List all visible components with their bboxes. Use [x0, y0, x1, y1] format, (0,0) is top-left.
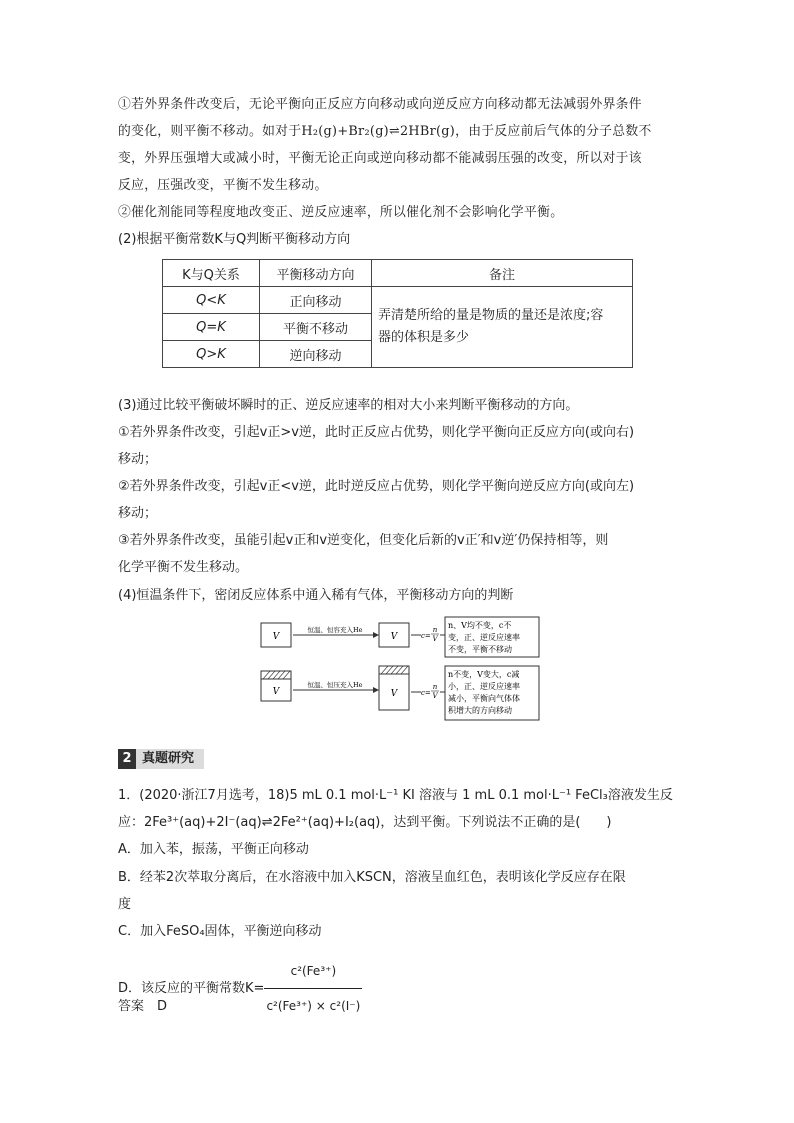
- question-stem-line2: 应：2Fe³⁺(aq)+2I⁻(aq)⇌2Fe²⁺(aq)+I₂(aq)，达到平衡。下列说法不正确的是( ): [118, 815, 612, 830]
- section-number: 2: [118, 749, 136, 769]
- section-header: [118, 749, 204, 769]
- heading-4: (4)恒温条件下，密闭反应体系中通入稀有气体，平衡移动方向的判断: [118, 588, 514, 603]
- table-cell: Q>K: [163, 341, 260, 368]
- table-cell: Q=K: [163, 314, 260, 341]
- item3-line2: 化学平衡不发生移动。: [118, 560, 249, 575]
- result2-line: n不变，V变大，c减: [448, 670, 520, 679]
- para1-line4: 反应，压强改变，平衡不发生移动。: [118, 178, 328, 193]
- formula-c: c=: [421, 632, 431, 640]
- formula-n: n: [432, 683, 438, 691]
- table-cell: Q<K: [163, 287, 260, 314]
- heading-2: (2)根据平衡常数K与Q判断平衡移动方向: [118, 232, 351, 247]
- item2-line1: ②若外界条件改变，引起v正<v逆，此时逆反应占优势，则化学平衡向逆反应方向(或向左): [118, 479, 635, 494]
- note-line2: 器的体积是多少: [378, 330, 470, 345]
- question-stem-line1: 1．(2020·浙江7月选考，18)5 mL 0.1 mol·L⁻¹ KI 溶液与 1 mL 0.1 mol·L⁻¹ FeCl₃溶液发生反: [118, 788, 673, 803]
- option-c: C．加入FeSO₄固体，平衡逆向移动: [118, 924, 322, 939]
- item3-line1: ③若外界条件改变，虽能引起v正和v逆变化，但变化后新的v正′和v逆′仍保持相等，则: [118, 533, 609, 548]
- option-b-line2: 度: [118, 897, 132, 912]
- para1-line2: 的变化，则平衡不移动。如对于H₂(g)+Br₂(g)⇌2HBr(g)，由于反应前后气体的分子总数不: [118, 124, 652, 139]
- formula-c: c=: [421, 689, 431, 697]
- kq-table: [162, 259, 633, 368]
- formula-v: V: [432, 692, 438, 700]
- table-row: [163, 287, 633, 314]
- result2-line: 小，正、逆反应速率: [448, 682, 520, 691]
- para1-line1: ①若外界条件改变后，无论平衡向正反应方向移动或向逆反应方向移动都无法减弱外界条件: [118, 97, 642, 112]
- table-header: K与Q关系: [163, 260, 260, 287]
- formula-n: n: [432, 626, 438, 634]
- result1-line: n、V均不变，c不: [448, 621, 512, 630]
- formula-v: V: [432, 635, 438, 643]
- table-note: [372, 287, 633, 368]
- heading-3: (3)通过比较平衡破坏瞬时的正、逆反应速率的相对大小来判断平衡移动的方向。: [118, 398, 579, 413]
- item2-line2: 移动；: [118, 506, 158, 521]
- box-label: V: [272, 632, 280, 642]
- box-label: V: [272, 687, 280, 697]
- answer: 答案 D: [118, 999, 168, 1014]
- table-header: 平衡移动方向: [260, 260, 372, 287]
- note-line1: 弄清楚所给的量是物质的量还是浓度;容: [378, 308, 604, 323]
- para1-line3: 变，外界压强增大或减小时，平衡无论正向或逆向移动都不能减弱压强的改变，所以对于该: [118, 151, 642, 166]
- arrow2-label: 恒温、恒压充入He: [307, 681, 363, 689]
- item1-line2: 移动；: [118, 452, 158, 467]
- table-cell: 逆向移动: [260, 341, 372, 368]
- option-d-fraction: [264, 954, 362, 1023]
- box-label: V: [390, 632, 398, 642]
- item1-line1: ①若外界条件改变，引起v正>v逆，此时正反应占优势，则化学平衡向正反应方向(或向右): [118, 425, 635, 440]
- table-header: 备注: [372, 260, 633, 287]
- option-b-line1: B．经苯2次萃取分离后，在水溶液中加入KSCN，溶液呈血红色，表明该化学反应存在限: [118, 870, 626, 885]
- table-cell: 正向移动: [260, 287, 372, 314]
- option-d-prefix: D．该反应的平衡常数K=: [118, 981, 265, 996]
- he-diagram: [255, 614, 545, 724]
- fraction-numerator: c²(Fe³⁺): [264, 954, 362, 989]
- table-header-row: [163, 260, 633, 287]
- result2-line: 减小，平衡向气体体: [448, 694, 520, 703]
- fraction-denominator: c²(Fe³⁺) × c²(I⁻): [266, 999, 361, 1013]
- result1-line: 不变，平衡不移动: [448, 645, 512, 654]
- arrow1-label: 恒温、恒容充入He: [307, 626, 363, 634]
- result1-line: 变，正、逆反应速率: [448, 633, 520, 642]
- table-cell: 平衡不移动: [260, 314, 372, 341]
- para2: ②催化剂能同等程度地改变正、逆反应速率，所以催化剂不会影响化学平衡。: [118, 205, 564, 220]
- result2-line: 积增大的方向移动: [448, 706, 512, 715]
- box-label: V: [390, 689, 398, 699]
- option-a: A．加入苯，振荡，平衡正向移动: [118, 842, 309, 857]
- section-title: 真题研究: [142, 751, 195, 766]
